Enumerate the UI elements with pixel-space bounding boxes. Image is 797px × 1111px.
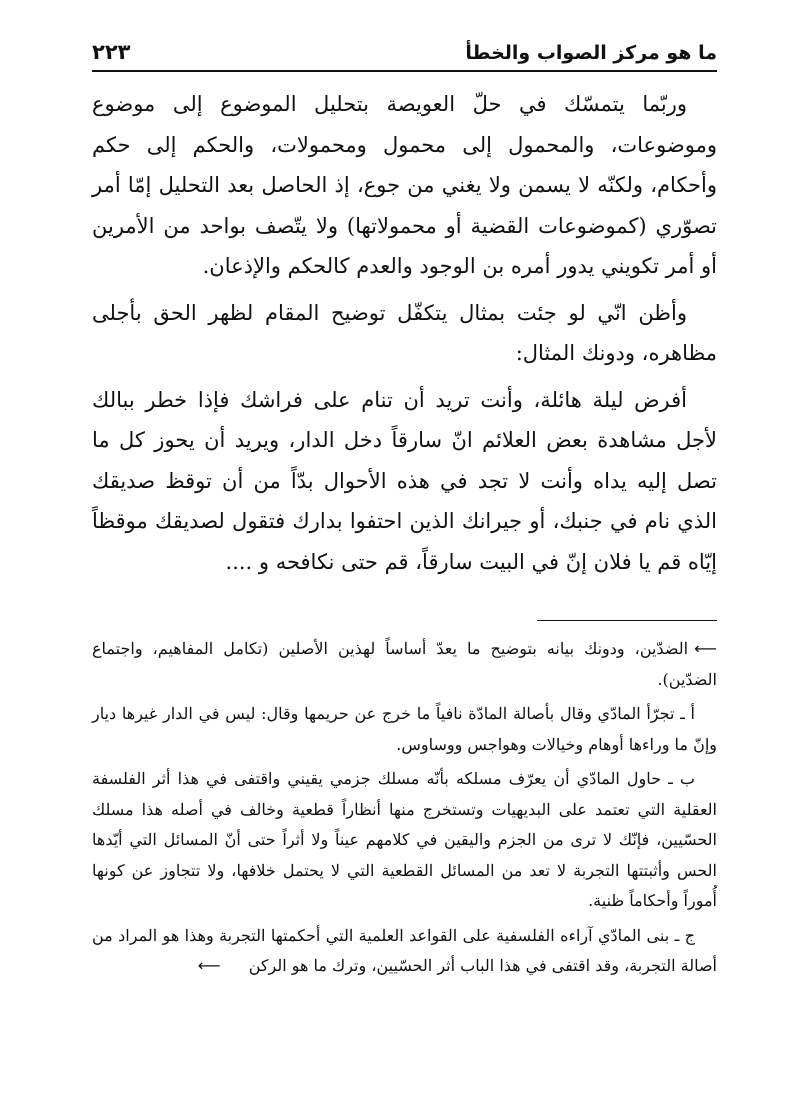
header-rule — [92, 70, 717, 72]
continued-arrow-icon: ⟵ — [694, 639, 717, 658]
footnote-item — [92, 921, 717, 982]
paragraph: وأظن انّي لو جئت بمثال يتكفّل توضيح المقام لظهر الحق بأجلى مظاهره، ودونك المثال: — [92, 300, 717, 365]
main-text — [92, 84, 717, 582]
footnotes — [92, 634, 717, 986]
footnote-separator — [537, 620, 717, 621]
page-header — [92, 34, 717, 64]
footnote-item: أ ـ تجرّأ المادّي وقال بأصالة المادّة نافياً ما خرج عن حريمها وقال: ليس في الدار غيرها ديار وإنّ ما وراءها أوهام وخيالات وهواجس ووساوس. — [92, 704, 717, 754]
paragraph: وربّما يتمسّك في حلّ العويصة بتحليل الموضوع إلى موضوع وموضوعات، والمحمول إلى محمول ومحمولات، والحكم إلى حكم وأحكام، ولكنّه لا يسمن ولا يغني من جوع، إذ الحاصل بعد التحليل إمّا أمر تصوّري (كموضوعات القضية أو محمولاتها) ولا يتّصف بواحد من الأمرين أو أمر تكويني يدور أمره بن الوجود والعدم كالحكم والإذعان. — [92, 92, 717, 278]
footnote-continued — [92, 634, 717, 695]
footnote-continued-text: الضدّين، ودونك بيانه بتوضيح ما يعدّ أساساً لهذين الأصلين (تكامل المفاهيم، واجتماع الضدّين). — [92, 639, 717, 689]
page-number: ٢٢٣ — [92, 40, 131, 64]
paragraph: أفرض ليلة هائلة، وأنت تريد أن تنام على فراشك فإذا خطر ببالك لأجل مشاهدة بعض العلائم انّ سارقاً دخل الدار، ويريد أن يحوز كل ما تصل إليه يداه وأنت لا تجد في هذه الأحوال بدّاً من أن توقظ صديقك الذي نام في جنبك، أو جيرانك الذين احتفوا بدارك فتقول لصديقك موقظاً إيّاه قم يا فلان إنّ في البيت سارقاً، قم حتى نكافحه و .... — [92, 387, 717, 574]
running-title: ما هو مركز الصواب والخطأ — [465, 42, 717, 64]
footnote-item: ب ـ حاول المادّي أن يعرّف مسلكه بأنّه مسلك جزمي يقيني واقتفى في هذا أثر الفلسفة العقلية التي تعتمد على البديهيات وتستخرج منها أنظاراً قطعية وخالف في أصله هذا مسلك الحسّيين، فإنّك لا ترى من الجزم واليقين في كلامهم عيناً ولا أثراً حتى أنّ المسائل التي أيّدها الحس وأثبتتها التجربة لا تعد من المسائل القطعية التي لا يحتمل خلافها، ولا تتجاوز عن كونها أُموراً وأحكاماً ظنية. — [92, 769, 717, 910]
continues-arrow-icon: ⟵ — [197, 956, 221, 975]
footnote-item-text: ج ـ بنى المادّي آراءه الفلسفية على القواعد العلمية التي أحكمتها التجربة وهذا هو المراد من أصالة التجربة، وقد اقتفى في هذا الباب أثر الحسّيين، وترك ما هو الركن — [92, 925, 717, 975]
